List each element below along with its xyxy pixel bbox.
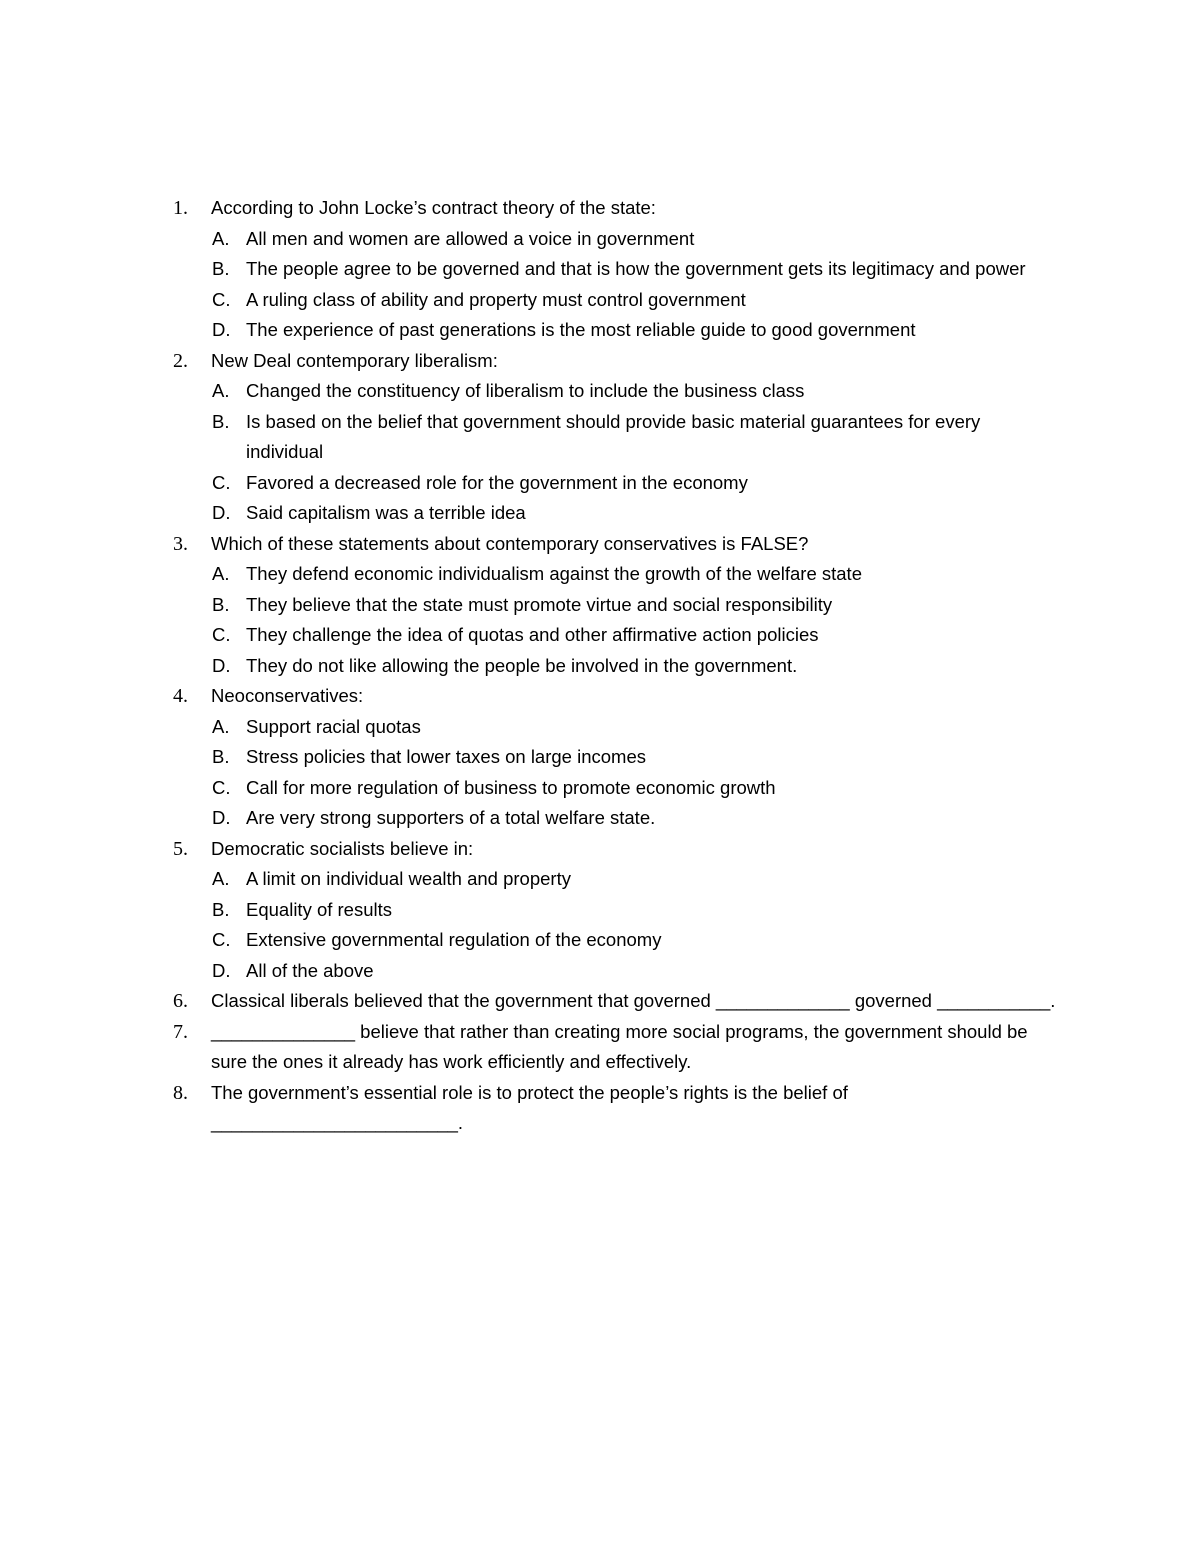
option-text: Is based on the belief that government should provide basic material guarantees for every individual	[246, 410, 981, 462]
question-text: Classical liberals believed that the government that governed _____________ governed ___________.	[211, 990, 1056, 1011]
question-6	[0, 986, 1061, 1017]
answer-option	[0, 315, 1061, 346]
answer-option	[0, 468, 1061, 499]
answer-option	[0, 407, 1061, 468]
option-text: All of the above	[246, 959, 374, 981]
option-text: They defend economic individualism against the growth of the welfare state	[246, 563, 862, 584]
option-text: All men and women are allowed a voice in government	[246, 227, 695, 249]
answer-option	[0, 285, 1061, 316]
option-text: They do not like allowing the people be involved in the government.	[246, 654, 798, 676]
question-text: Neoconservatives:	[211, 685, 364, 706]
option-text: They believe that the state must promote virtue and social responsibility	[246, 593, 833, 615]
option-letter: C.	[212, 624, 231, 645]
answer-option	[0, 559, 1061, 590]
option-text: Stress policies that lower taxes on large incomes	[246, 746, 646, 767]
option-letter: C.	[212, 929, 231, 950]
option-letter: B.	[212, 898, 230, 920]
question-number: 4.	[173, 685, 188, 707]
answer-option	[0, 925, 1061, 956]
answer-option	[0, 651, 1061, 682]
option-letter: D.	[212, 502, 231, 523]
question-8	[0, 1078, 1061, 1139]
option-letter: A.	[212, 868, 230, 889]
option-text: Call for more regulation of business to promote economic growth	[246, 776, 776, 798]
question-number: 7.	[173, 1020, 188, 1043]
option-letter: C.	[212, 776, 231, 798]
option-letter: A.	[212, 380, 230, 401]
answer-option	[0, 590, 1061, 621]
option-letter: A.	[212, 563, 230, 584]
question-3	[0, 529, 1061, 560]
option-text: The experience of past generations is the most reliable guide to good government	[246, 319, 916, 340]
answer-option	[0, 498, 1061, 529]
option-letter: B.	[212, 258, 230, 279]
option-text: Are very strong supporters of a total welfare state.	[246, 807, 656, 828]
option-letter: D.	[212, 319, 231, 340]
option-letter: D.	[212, 959, 231, 981]
answer-option	[0, 956, 1061, 987]
answer-option	[0, 895, 1061, 926]
option-text: Favored a decreased role for the government in the economy	[246, 471, 748, 493]
question-text: Which of these statements about contemporary conservatives is FALSE?	[211, 532, 809, 554]
option-letter: D.	[212, 807, 231, 828]
question-1	[0, 193, 1061, 224]
question-number: 3.	[173, 532, 188, 555]
question-list	[0, 193, 1200, 1139]
answer-option	[0, 254, 1061, 285]
question-number: 6.	[173, 990, 188, 1012]
question-number: 5.	[173, 837, 188, 860]
question-number: 8.	[173, 1081, 188, 1104]
option-text: The people agree to be governed and that is how the government gets its legitimacy and power	[246, 258, 1026, 279]
option-text: Said capitalism was a terrible idea	[246, 502, 526, 523]
option-letter: A.	[212, 715, 230, 737]
question-text: New Deal contemporary liberalism:	[211, 349, 498, 371]
option-letter: C.	[212, 471, 231, 493]
question-text: Democratic socialists believe in:	[211, 837, 474, 859]
answer-option	[0, 620, 1061, 651]
answer-option	[0, 803, 1061, 834]
answer-option	[0, 742, 1061, 773]
answer-option	[0, 376, 1061, 407]
answer-option	[0, 224, 1061, 255]
question-7	[0, 1017, 1061, 1078]
option-letter: B.	[212, 410, 230, 432]
option-letter: A.	[212, 227, 230, 249]
question-number: 1.	[173, 197, 188, 219]
question-text: The government’s essential role is to protect the people’s rights is the belief of ________________________.	[211, 1081, 848, 1133]
option-text: A ruling class of ability and property must control government	[246, 288, 746, 310]
option-text: Support racial quotas	[246, 715, 421, 737]
option-letter: C.	[212, 288, 231, 310]
question-4	[0, 681, 1061, 712]
option-letter: B.	[212, 746, 230, 767]
answer-option	[0, 773, 1061, 804]
option-letter: D.	[212, 654, 231, 676]
option-text: Changed the constituency of liberalism to include the business class	[246, 380, 805, 401]
option-letter: B.	[212, 593, 230, 615]
option-text: Extensive governmental regulation of the economy	[246, 929, 662, 950]
question-2	[0, 346, 1061, 377]
option-text: They challenge the idea of quotas and other affirmative action policies	[246, 624, 819, 645]
question-number: 2.	[173, 349, 188, 372]
answer-option	[0, 864, 1061, 895]
question-text: According to John Locke’s contract theory of the state:	[211, 197, 656, 218]
answer-option	[0, 712, 1061, 743]
option-text: Equality of results	[246, 898, 393, 920]
option-text: A limit on individual wealth and property	[246, 868, 571, 889]
question-5	[0, 834, 1061, 865]
question-text: ______________ believe that rather than creating more social programs, the government should be sure the ones it already has work efficiently and effectively.	[211, 1020, 1028, 1072]
